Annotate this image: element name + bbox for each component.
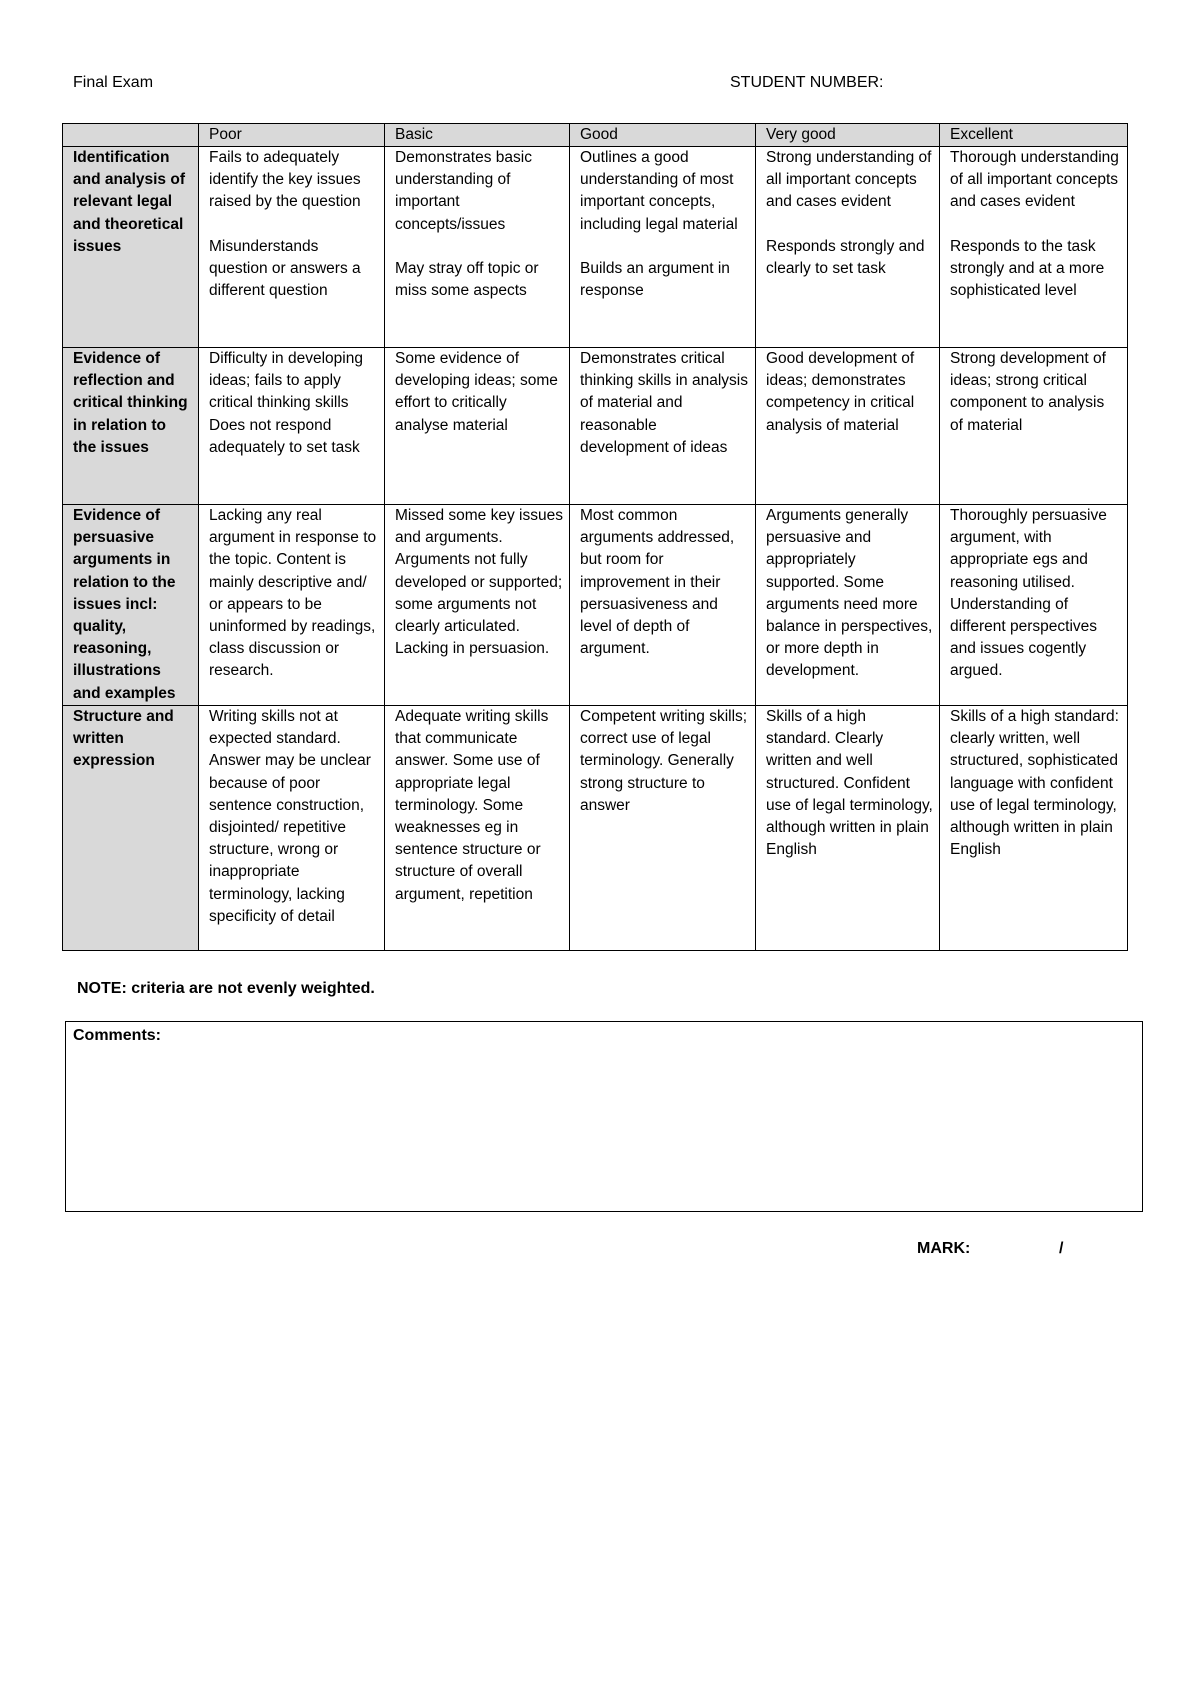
descriptor-text: Skills of a high standard. Clearly written and well structured. Confident use of legal terminology, although written in plain English [766, 708, 933, 859]
rubric-cell-poor [199, 505, 385, 706]
descriptor-text: Responds to the task strongly and at a more sophisticated level [950, 237, 1105, 300]
rubric-cell-excellent [940, 706, 1128, 951]
mark-label: MARK: [917, 1240, 971, 1257]
comments-box[interactable] [65, 1021, 1143, 1212]
descriptor-text: Competent writing skills; correct use of legal terminology. Generally strong structure to answer [580, 708, 748, 814]
rubric-cell-very-good [756, 348, 940, 505]
rubric-cell-basic [385, 706, 570, 951]
rubric-cell-poor [199, 147, 385, 348]
rubric-row-reflection [63, 348, 1128, 505]
rubric-cell-excellent [940, 348, 1128, 505]
rubric-row-persuasive-arguments [63, 505, 1128, 706]
rubric-cell-basic [385, 505, 570, 706]
rubric-header-very-good: Very good [756, 124, 940, 147]
descriptor-text: May stray off topic or miss some aspects [395, 260, 539, 300]
rubric-header-excellent: Excellent [940, 124, 1128, 147]
descriptor-text: Some evidence of developing ideas; some effort to critically analyse material [395, 350, 558, 434]
descriptor-text: Strong understanding of all important concepts and cases evident [766, 149, 932, 211]
rubric-cell-good [570, 706, 756, 951]
criterion-label: Identification and analysis of relevant legal and theoretical issues [63, 147, 199, 348]
descriptor-text: Adequate writing skills that communicate answer. Some use of appropriate legal terminology. Some weaknesses eg in sentence structure or structure of overall argument, repetition [395, 708, 549, 903]
student-number-label: STUDENT NUMBER: [730, 74, 884, 91]
rubric-cell-good [570, 505, 756, 706]
criterion-label: Evidence of reflection and critical thinking in relation to the issues [63, 348, 199, 505]
rubric-header-basic: Basic [385, 124, 570, 147]
descriptor-text: Good development of ideas; demonstrates competency in critical analysis of material [766, 350, 915, 434]
exam-title: Final Exam [73, 74, 154, 91]
descriptor-text: Skills of a high standard: clearly written, well structured, sophisticated language with confident use of legal terminology, although written in plain English [950, 708, 1119, 859]
rubric-header-row [63, 124, 1128, 147]
weighting-note: NOTE: criteria are not evenly weighted. [77, 980, 375, 997]
rubric-header-poor: Poor [199, 124, 385, 147]
descriptor-text: Demonstrates critical thinking skills in analysis of material and reasonable development of ideas [580, 350, 748, 456]
marking-rubric-table [62, 123, 1128, 951]
descriptor-text: Fails to adequately identify the key issues raised by the question [209, 149, 361, 211]
rubric-row-structure-expression [63, 706, 1128, 951]
descriptor-text: Strong development of ideas; strong critical component to analysis of material [950, 350, 1106, 434]
descriptor-text: Misunderstands question or answers a different question [209, 237, 361, 300]
descriptor-text: Builds an argument in response [580, 260, 730, 300]
descriptor-text: Thorough understanding of all important concepts and cases evident [950, 149, 1119, 211]
descriptor-text: Lacking any real argument in response to the topic. Content is mainly descriptive and/ or appears to be uninformed by readings, class discussion or research. [209, 507, 377, 680]
rubric-cell-excellent [940, 505, 1128, 706]
descriptor-text: Missed some key issues and arguments. Arguments not fully developed or supported; some arguments not clearly articulated. Lacking in persuasion. [395, 507, 563, 658]
rubric-cell-poor [199, 706, 385, 951]
rubric-cell-good [570, 147, 756, 348]
rubric-cell-very-good [756, 505, 940, 706]
rubric-header-blank [63, 124, 199, 147]
descriptor-text: Outlines a good understanding of most important concepts, including legal material [580, 149, 738, 233]
descriptor-text: Responds strongly and clearly to set task [766, 237, 925, 277]
descriptor-text: Demonstrates basic understanding of important concepts/issues [395, 149, 532, 233]
rubric-cell-excellent [940, 147, 1128, 348]
criterion-label: Structure and written expression [63, 706, 199, 951]
descriptor-text: Difficulty in developing ideas; fails to apply critical thinking skills Does not respond adequately to set task [209, 350, 363, 456]
descriptor-text: Writing skills not at expected standard. Answer may be unclear because of poor sentence construction, disjointed/ repetitive structure, wrong or inappropriate terminology, lacking specificity of detail [209, 708, 371, 925]
descriptor-text: Most common arguments addressed, but room for improvement in their persuasiveness and level of depth of argument. [580, 507, 735, 658]
descriptor-text: Thoroughly persuasive argument, with appropriate egs and reasoning utilised. Understanding of different perspectives and issues cogently argued. [950, 507, 1107, 680]
rubric-cell-good [570, 348, 756, 505]
rubric-header-good: Good [570, 124, 756, 147]
rubric-cell-very-good [756, 706, 940, 951]
rubric-cell-poor [199, 348, 385, 505]
rubric-cell-basic [385, 348, 570, 505]
comments-label: Comments: [73, 1027, 162, 1044]
rubric-cell-very-good [756, 147, 940, 348]
rubric-row-identification [63, 147, 1128, 348]
mark-slash: / [1059, 1240, 1064, 1257]
criterion-label: Evidence of persuasive arguments in relation to the issues incl: quality, reasoning, illustrations and examples [63, 505, 199, 706]
rubric-cell-basic [385, 147, 570, 348]
descriptor-text: Arguments generally persuasive and appropriately supported. Some arguments need more balance in perspectives, or more depth in development. [766, 507, 933, 680]
